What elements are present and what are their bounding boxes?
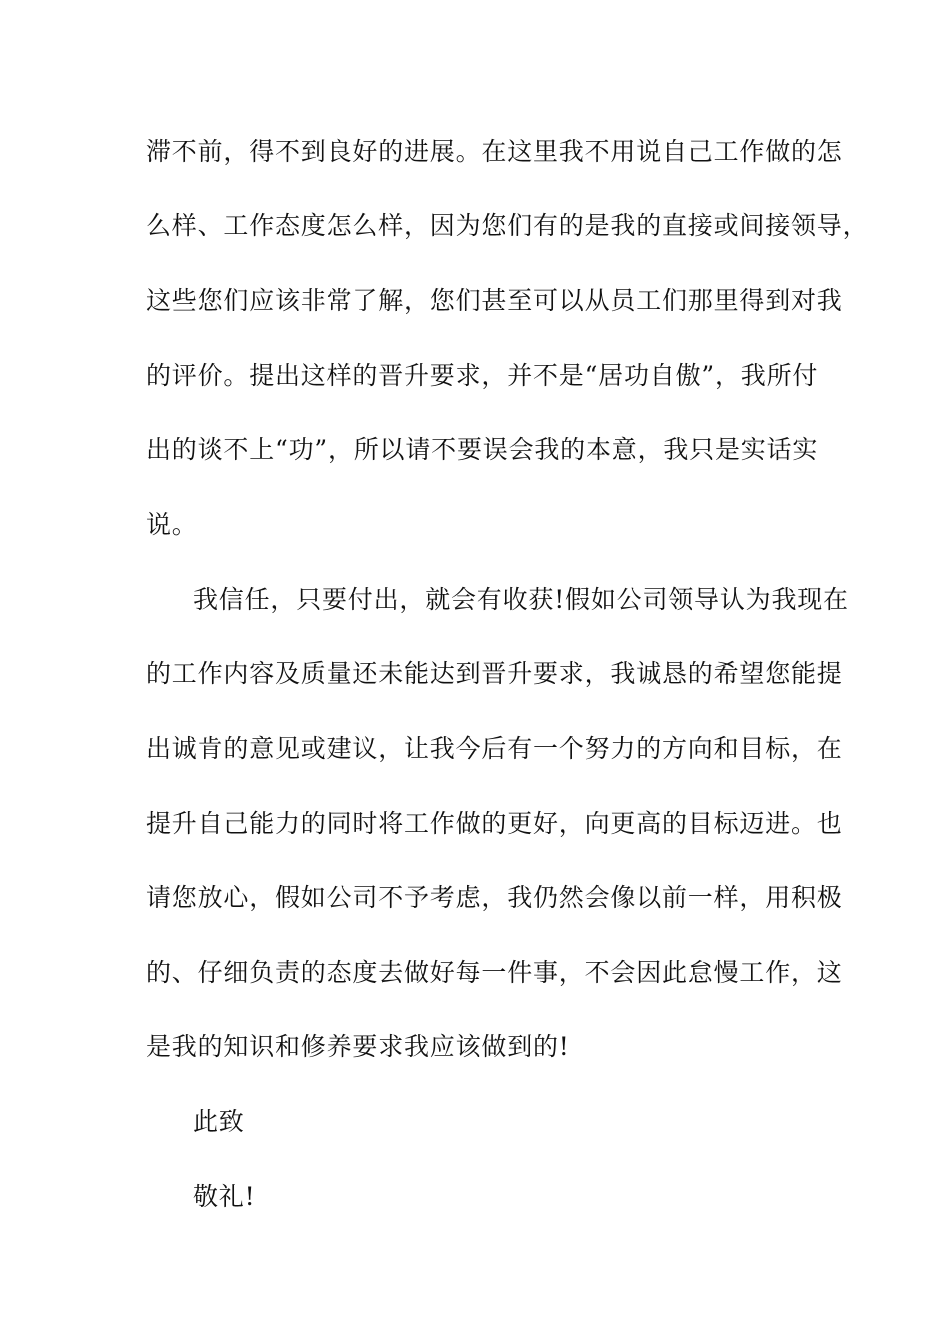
paragraph-line-6: 说。 <box>146 510 198 539</box>
paragraph-line-1: 滞不前，得不到良好的进展。在这里我不用说自己工作做的怎 <box>146 137 843 166</box>
paragraph-2-line-6: 的、仔细负责的态度去做好每一件事，不会因此怠慢工作，这 <box>146 958 843 987</box>
paragraph-2-line-1: 我信任，只要付出，就会有收获!假如公司领导认为我现在 <box>193 585 849 614</box>
paragraph-2-line-4: 提升自己能力的同时将工作做的更好，向更高的目标迈进。也 <box>146 809 843 838</box>
paragraph-line-4: 的评价。提出这样的晋升要求，并不是“居功自傲”，我所付 <box>146 361 819 390</box>
closing-salutation: 此致 <box>193 1107 245 1136</box>
paragraph-2-line-5: 请您放心，假如公司不予考虑，我仍然会像以前一样，用积极 <box>146 883 843 912</box>
paragraph-line-3: 这些您们应该非常了解，您们甚至可以从员工们那里得到对我 <box>146 286 843 315</box>
paragraph-2-line-7: 是我的知识和修养要求我应该做到的! <box>146 1032 570 1061</box>
closing-regards: 敬礼! <box>193 1182 256 1211</box>
paragraph-2-line-2: 的工作内容及质量还未能达到晋升要求，我诚恳的希望您能提 <box>146 659 843 688</box>
paragraph-line-5: 出的谈不上“功”，所以请不要误会我的本意，我只是实话实 <box>146 435 819 464</box>
paragraph-2-line-3: 出诚肯的意见或建议，让我今后有一个努力的方向和目标，在 <box>146 734 843 763</box>
paragraph-line-2: 么样、工作态度怎么样，因为您们有的是我的直接或间接领导， <box>146 211 869 240</box>
